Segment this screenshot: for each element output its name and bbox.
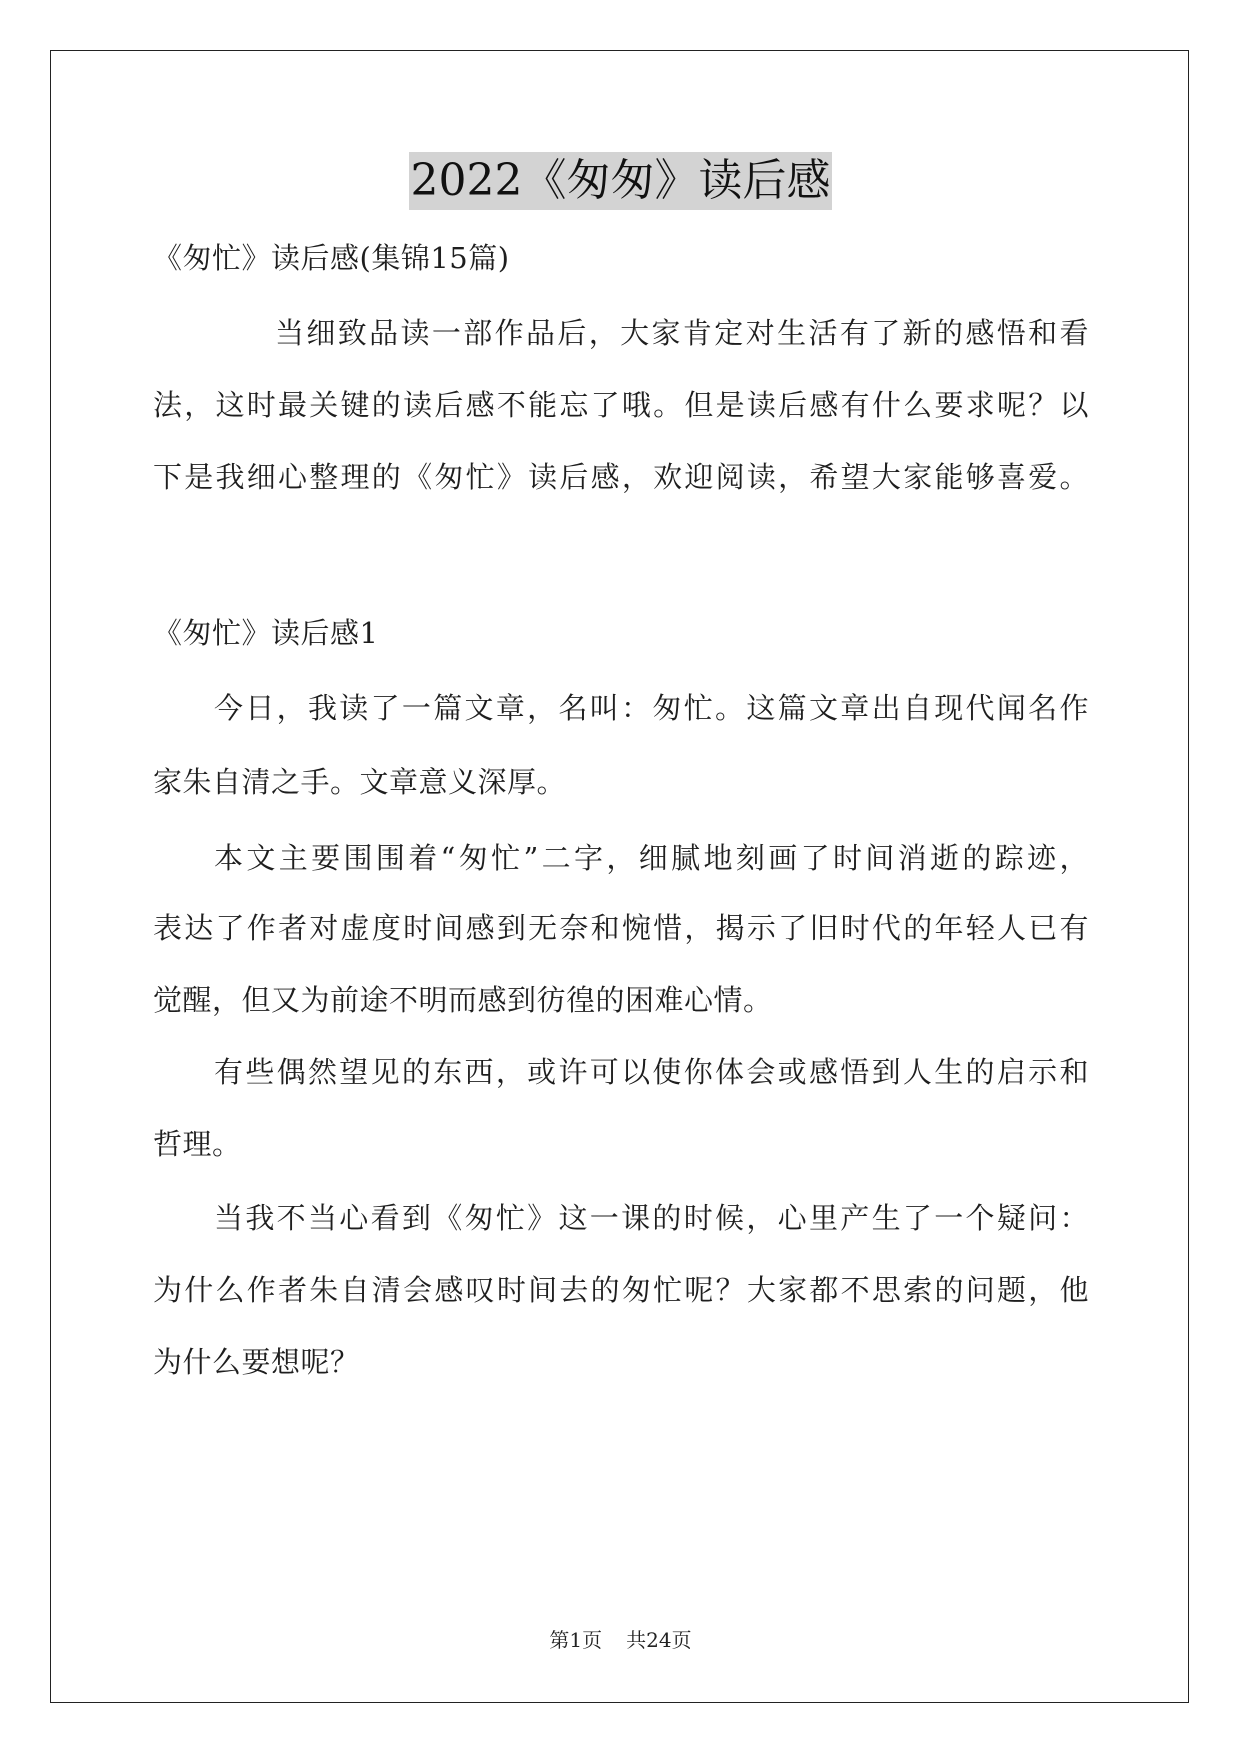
document-title: 2022《匆匆》读后感 xyxy=(409,152,833,210)
document-title-container xyxy=(0,152,1241,210)
paragraph-line: 为什么要想呢？ xyxy=(153,1345,360,1379)
intro-line: 下是我细心整理的《匆忙》读后感，欢迎阅读，希望大家能够喜爱。 xyxy=(153,460,1089,494)
intro-line: 法，这时最关键的读后感不能忘了哦。但是读后感有什么要求呢？以 xyxy=(153,388,1089,422)
paragraph-line: 表达了作者对虚度时间感到无奈和惋惜，揭示了旧时代的年轻人已有 xyxy=(153,911,1089,945)
paragraph-line: 当我不当心看到《匆忙》这一课的时候，心里产生了一个疑问： xyxy=(214,1201,1089,1235)
page-footer xyxy=(0,1624,1241,1653)
paragraph-line: 本文主要围围着“匆忙”二字，细腻地刻画了时间消逝的踪迹， xyxy=(214,841,1089,875)
document-subtitle: 《匆忙》读后感(集锦15篇) xyxy=(153,241,510,275)
section-heading: 《匆忙》读后感1 xyxy=(153,616,379,650)
page-number: 第1页 xyxy=(549,1628,603,1652)
paragraph-line: 为什么作者朱自清会感叹时间去的匆忙呢？大家都不思索的问题，他 xyxy=(153,1273,1089,1307)
paragraph-line: 今日，我读了一篇文章，名叫：匆忙。这篇文章出自现代闻名作 xyxy=(214,691,1089,725)
paragraph-line: 觉醒，但又为前途不明而感到彷徨的困难心情。 xyxy=(153,983,773,1017)
paragraph-line: 家朱自清之手。文章意义深厚。 xyxy=(153,765,567,799)
paragraph-line: 有些偶然望见的东西，或许可以使你体会或感悟到人生的启示和 xyxy=(214,1055,1089,1089)
page-total: 共24页 xyxy=(626,1628,692,1652)
paragraph-line: 哲理。 xyxy=(153,1127,242,1161)
intro-line: 当细致品读一部作品后，大家肯定对生活有了新的感悟和看 xyxy=(275,316,1089,350)
